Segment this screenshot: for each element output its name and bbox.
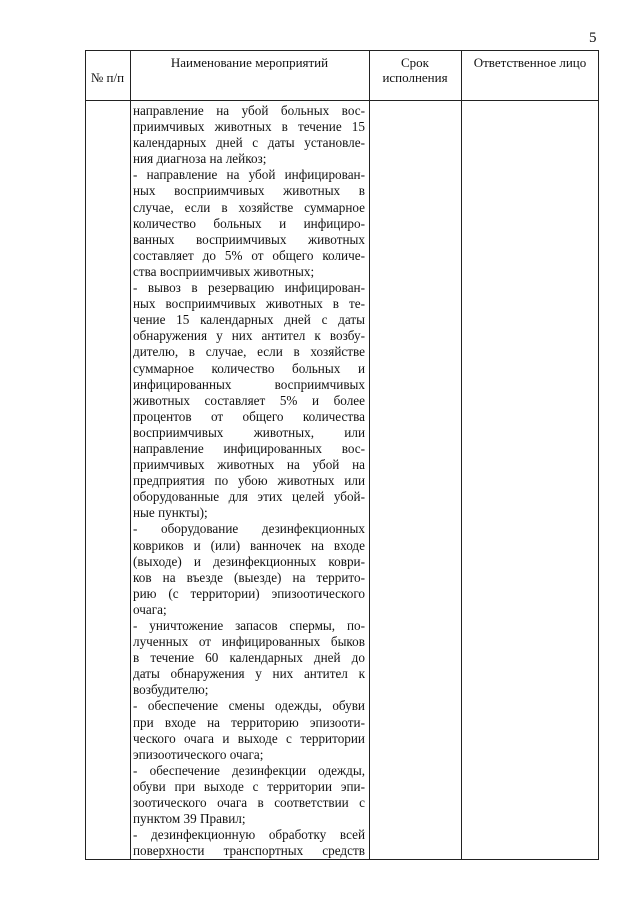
text-line: ческого очага и выходе с территории xyxy=(133,730,365,746)
text-line: восприимчивых животных, или xyxy=(133,424,365,440)
text-line: обнаружения у них антител к возбу- xyxy=(133,328,365,344)
text-line: эпизоотического очага; xyxy=(133,746,264,762)
text-line: - направление на убой инфицирован- xyxy=(133,167,365,183)
header-name: Наименование мероприятий xyxy=(170,55,329,70)
column-divider-term xyxy=(461,50,462,860)
text-line: очага; xyxy=(133,601,167,617)
text-line: количество больных и инфициро- xyxy=(133,215,365,231)
text-line: - обеспечение дезинфекции одежды, xyxy=(133,762,365,778)
text-line: ковриков и (или) ванночек на входе xyxy=(133,537,365,553)
text-line: случае, если в хозяйстве суммарное xyxy=(133,199,365,215)
text-line: - обеспечение смены одежды, обуви xyxy=(133,698,365,714)
header-number: № п/п xyxy=(90,70,125,85)
text-line: обуви при выходе с территории эпи- xyxy=(133,778,365,794)
text-line: предприятия по убою животных или xyxy=(133,473,365,489)
header-divider xyxy=(85,100,599,101)
text-line: направление на убой больных вос- xyxy=(133,103,365,118)
text-line: календарных дней с даты установле- xyxy=(133,135,365,151)
column-divider-number xyxy=(130,50,131,860)
page-number: 5 xyxy=(589,30,597,46)
text-line: составляет до 5% от общего количе- xyxy=(133,247,365,263)
text-line: ных восприимчивых животных в xyxy=(133,183,365,199)
header-responsible: Ответственное лицо xyxy=(473,55,587,70)
text-line: - вывоз в резервацию инфицирован- xyxy=(133,280,365,296)
text-line: - уничтожение запасов спермы, по- xyxy=(133,618,365,633)
text-line: ков на въезде (выезде) на террито- xyxy=(133,569,365,585)
text-line: животных составляет 5% и более xyxy=(133,392,365,408)
text-line: пунктом 39 Правил; xyxy=(133,811,246,827)
text-line: суммарное количество больных и xyxy=(133,360,365,376)
text-line: в течение 60 календарных дней до xyxy=(133,650,365,666)
text-line: возбудителю; xyxy=(133,682,209,698)
text-line: - оборудование дезинфекционных xyxy=(133,521,365,537)
text-line: лученных от инфицированных быков xyxy=(133,634,365,650)
measures-table xyxy=(85,50,599,860)
text-line: при входе на территорию эпизооти- xyxy=(133,714,365,730)
text-line: чение 15 календарных дней с даты xyxy=(133,312,365,328)
text-line: оборудованные для этих целей убой- xyxy=(133,489,365,505)
column-divider-name xyxy=(369,50,370,860)
text-line: (выходе) и дезинфекционных коври- xyxy=(133,553,365,569)
text-line: рию (с территории) эпизоотического xyxy=(133,585,365,601)
text-line: поверхности транспортных средств xyxy=(133,843,365,859)
text-line: инфицированных восприимчивых xyxy=(133,376,365,392)
text-line: ные пункты); xyxy=(133,505,208,521)
text-line: приимчивых животных в течение 15 xyxy=(133,119,365,135)
text-line: ства восприимчивых животных; xyxy=(133,263,315,279)
header-term: Срок исполнения xyxy=(382,55,448,85)
text-line: - дезинфекционную обработку всей xyxy=(133,827,365,843)
text-line: приимчивых животных на убой на xyxy=(133,457,365,473)
text-line: ния диагноза на лейкоз; xyxy=(133,151,267,167)
text-line: ных восприимчивых животных в те- xyxy=(133,296,365,312)
text-line: даты обнаружения у них антител к xyxy=(133,666,365,682)
text-line: процентов от общего количества xyxy=(133,408,365,424)
text-line: зоотического очага в соответствии с xyxy=(133,795,365,811)
measures-text xyxy=(133,103,365,859)
text-line: ванных восприимчивых животных xyxy=(133,231,365,247)
text-line: направление инфицированных вос- xyxy=(133,440,365,456)
text-line: дителю, в случае, если в хозяйстве xyxy=(133,344,365,360)
